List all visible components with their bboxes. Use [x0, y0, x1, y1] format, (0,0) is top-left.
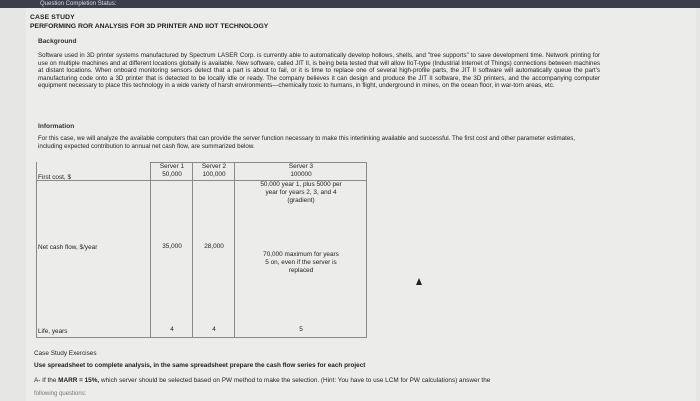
cash-flow-server-1: 35,000 [162, 243, 182, 250]
exercises-heading: Case Study Exercises [34, 350, 97, 357]
first-cost-server-3: 100000 [290, 171, 312, 178]
question-a-marr: MARR = 15%, [58, 377, 100, 384]
question-cutoff-text: following questions: [34, 391, 87, 397]
topbar-text: Question Completion Status: [40, 1, 117, 7]
row-label-net-cash-flow: Net cash flow, $/year [38, 244, 98, 251]
question-a-prefix: A- If the [34, 377, 57, 384]
question-a [34, 377, 490, 384]
question-a-text: which server should be selected based on PW method to make the selection. (Hint: You have to use LCM for PW calculations) answer the [99, 377, 491, 384]
header-server-2: Server 2 [201, 163, 227, 170]
first-cost-server-1: 50,000 [162, 171, 182, 178]
cash-flow-server-3-note-3: replaced [288, 267, 314, 274]
case-study-subtitle: PERFORMING ROR ANALYSIS FOR 3D PRINTER AND IIOT TECHNOLOGY [30, 23, 269, 30]
exercises-instruction: Use spreadsheet to complete analysis, in the same spreadsheet prepare the cash flow series for each project [34, 362, 366, 369]
information-paragraph: For this case, we will analyze the available computers that can provide the server function necessary to make this interlinking available and successful. The first cost and other parameter estimates, including expected contribution to annual net cash flow, are summarized below. [38, 135, 576, 150]
mouse-cursor-icon [416, 278, 422, 285]
cash-flow-server-3-note-1: 70,000 maximum for years [263, 251, 339, 258]
header-server-1: Server 1 [159, 163, 185, 170]
case-study-title: CASE STUDY [30, 14, 75, 21]
background-paragraph: Software used in 3D printer systems manufactured by Spectrum LASER Corp. is currently able to automatically develop hollows, shells, and "tree supports" to save development time. Network printing for use on multiple machines and at different locations globally is available. New software, called JIT II, is being beta tested that will allow IIoT-type (Industrial Internet of Things) connections between machines at distant locations. When onboard monitoring sensors detect that a part is about to fail, or it is time to replace one of several high-profile parts, the JIT II software will automatically queue the part's manufacturing code onto a 3D printer that is detected to be locally idle or ready. The company believes it can design and produce the JIT II software, the 3D printers, and the accompanying computer equipment necessary to place this technology in a wide variety of harsh environments—chemically toxic to humans, in flight, underground in mines, on the ocean floor, in war-torn areas, etc. [38, 52, 600, 90]
cash-flow-server-3-note-2: 5 on, even if the server is [265, 259, 337, 266]
information-heading: Information [38, 123, 75, 130]
background-heading: Background [38, 38, 77, 45]
first-cost-server-3-note-1: 50,000 year 1, plus 5000 per [260, 181, 342, 188]
life-server-2: 4 [212, 326, 216, 333]
life-server-3: 5 [299, 326, 303, 333]
cash-flow-server-2: 28,000 [204, 243, 224, 250]
row-label-first-cost: First cost, $ [38, 174, 72, 181]
top-status-bar [0, 0, 700, 8]
life-server-1: 4 [170, 326, 174, 333]
first-cost-server-2: 100,000 [202, 171, 226, 178]
first-cost-server-3-note-3: (gradient) [287, 197, 315, 204]
parameters-table [36, 162, 376, 338]
header-server-3: Server 3 [288, 163, 314, 170]
row-label-life: Life, years [38, 328, 68, 335]
first-cost-server-3-note-2: year for years 2, 3, and 4 [265, 189, 337, 196]
